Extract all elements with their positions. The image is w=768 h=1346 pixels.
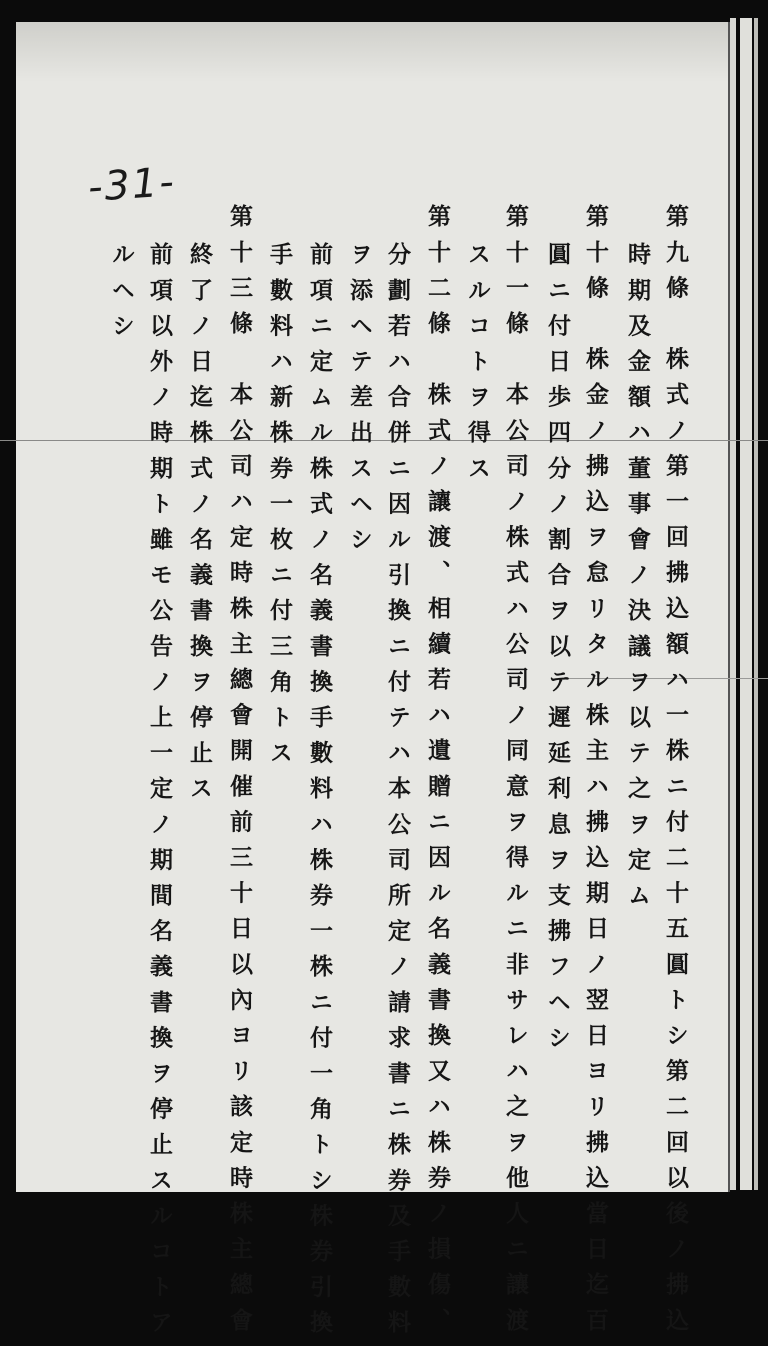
text-column-article-11: 第十一條 本公司ノ株式ハ公司ノ同意ヲ得ルニ非サレハ之ヲ他人ニ讓渡	[502, 204, 529, 1344]
text-column: スルコトヲ得ス	[464, 242, 491, 492]
page-number: -31-	[86, 158, 178, 212]
page-edge	[740, 18, 752, 1190]
text-column: 手數料ハ新株券一枚ニ付三角トス	[266, 242, 293, 776]
text-column-article-9: 第九條 株式ノ第一回拂込額ハ一株ニ付二十五圓トシ第二回以後ノ拂込	[662, 204, 689, 1344]
text-column-article-12: 第十二條 株式ノ讓渡、相續若ハ遺贈ニ因ル名義書換又ハ株券ノ損傷、	[424, 204, 451, 1344]
text-column-article-13: 第十三條 本公司ハ定時株主總會開催前三十日以內ヨリ該定時株主總會	[226, 204, 253, 1344]
text-column: 前項ニ定ムル株式ノ名義書換手數料ハ株券一株ニ付一角トシ株券引換	[306, 242, 333, 1346]
text-column-article-10: 第十條 株金ノ拂込ヲ怠リタル株主ハ拂込期日ノ翌日ヨリ拂込當日迄百	[582, 204, 609, 1344]
text-column: 前項以外ノ時期ト雖モ公告ノ上一定ノ期間名義書換ヲ停止スルコトア	[146, 242, 173, 1346]
text-column: ヲ添ヘテ差出スヘシ	[346, 242, 373, 563]
text-column: 終了ノ日迄株式ノ名義書換ヲ停止ス	[186, 242, 213, 812]
page-edge	[730, 18, 736, 1190]
text-column: 時期及金額ハ董事會ノ決議ヲ以テ之ヲ定ム	[624, 242, 651, 919]
text-column: 分劃若ハ合併ニ因ル引換ニ付テハ本公司所定ノ請求書ニ株券及手數料	[384, 242, 411, 1346]
text-column: 圓ニ付日歩四分ノ割合ヲ以テ遲延利息ヲ支拂フヘシ	[544, 242, 571, 1061]
text-column: ルヘシ	[108, 242, 135, 349]
page-edge	[754, 18, 758, 1190]
